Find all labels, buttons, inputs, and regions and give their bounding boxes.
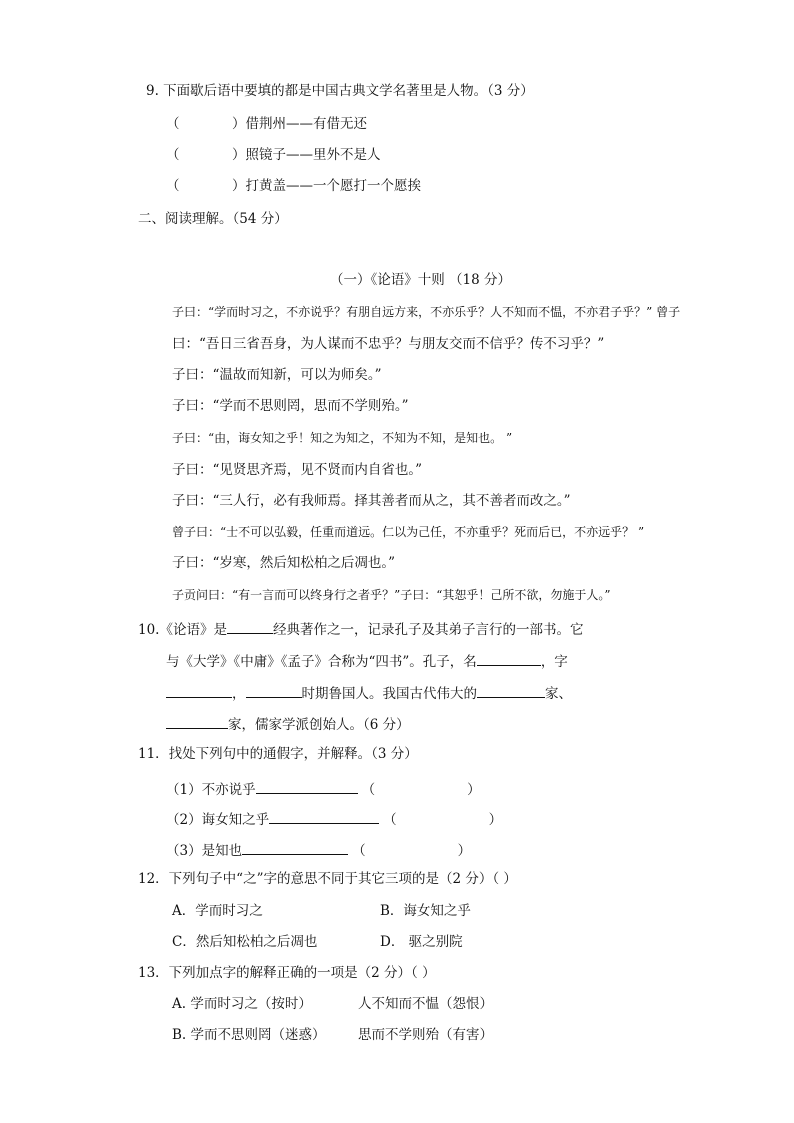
q10-blank-name[interactable] xyxy=(477,651,541,666)
q11-item-1: （1）不亦说乎 （ ） xyxy=(166,779,481,798)
q12-stem: 12．下列句子中“之”字的意思不同于其它三项的是（2 分）（ ） xyxy=(138,871,517,887)
section-heading: 二、阅读理解。（54 分） xyxy=(138,211,288,227)
q10-blank-role-2[interactable] xyxy=(166,714,228,729)
passage-line: 子曰：“由，诲女知之乎！知之为知之，不知为不知，是知也。 ” xyxy=(172,431,513,445)
passage-line: 子曰：“三人行，必有我师焉。择其善者而从之，其不善者而改之。” xyxy=(172,493,571,509)
q9-item-2-text: ）照镜子——里外不是人 xyxy=(232,147,381,163)
passage-line: 子曰：“见贤思齐焉，见不贤而内自省也。” xyxy=(172,462,423,478)
q9-stem: 9. 下面歇后语中要填的都是中国古典文学名著里是人物。（3 分） xyxy=(146,83,534,99)
q10-line-3: ， 时期鲁国人。我国古代伟大的 家、 xyxy=(166,683,572,702)
q9-item-1-text: ）借荆州——有借无还 xyxy=(232,116,367,132)
q10-line-4: 家，儒家学派创始人。（6 分） xyxy=(166,714,410,733)
passage-line: 子贡问曰：“有一言而可以终身行之者乎？”子曰：“其恕乎！己所不欲，勿施于人。” xyxy=(172,588,611,602)
q11-blank-2[interactable] xyxy=(269,809,379,824)
q13-option-b-part-2: 思而不学则殆（有害） xyxy=(358,1027,493,1043)
q12-option-b[interactable]: B．诲女知之乎 xyxy=(380,903,471,919)
q10-blank-role-1[interactable] xyxy=(477,683,545,698)
passage-line: 曰：“吾日三省吾身，为人谋而不忠乎？与朋友交而不信乎？传不习乎？” xyxy=(172,336,605,352)
q9-item-1-open: （ xyxy=(166,116,180,132)
q10-blank-courtesy-name[interactable] xyxy=(166,683,232,698)
q10-line-2: 与《大学》《中庸》《孟子》合称为“四书”。孔子，名 ，字 xyxy=(166,651,568,670)
q9-item-3-text: ）打黄盖——一个愿打一个愿挨 xyxy=(232,178,421,194)
q9-item-2-open: （ xyxy=(166,147,180,163)
q12-option-d[interactable]: D． 驱之别院 xyxy=(380,934,463,950)
q13-stem: 13．下列加点字的解释正确的一项是（2 分）（ ） xyxy=(138,965,436,981)
q11-blank-3[interactable] xyxy=(242,840,348,855)
q11-stem: 11．找处下列句中的通假字，并解释。（3 分） xyxy=(138,746,418,762)
q10-line-1: 10.《论语》是 经典著作之一，记录孔子及其弟子言行的一部书。它 xyxy=(138,619,583,638)
q13-option-a-part-2: 人不知而不愠（怨恨） xyxy=(358,996,493,1012)
q13-option-a-part-1[interactable]: A. 学而时习之（按时） xyxy=(172,996,312,1012)
q9-item-3-open: （ xyxy=(166,178,180,194)
passage-line: 子曰：“学而时习之，不亦说乎？有朋自远方来，不亦乐乎？人不知而不愠，不亦君子乎？” 曾子 xyxy=(172,305,681,319)
q10-blank-work-type[interactable] xyxy=(227,619,273,634)
passage-line: 子曰：“岁寒，然后知松柏之后凋也。” xyxy=(172,555,396,571)
passage-line: 子曰：“学而不思则罔，思而不学则殆。” xyxy=(172,398,409,414)
q11-blank-1[interactable] xyxy=(256,779,358,794)
passage-title: （一）《论语》十则 （18 分） xyxy=(330,272,512,288)
passage-line: 子曰：“温故而知新，可以为师矣。” xyxy=(172,367,382,383)
q13-option-b-part-1[interactable]: B. 学而不思则罔（迷惑） xyxy=(172,1027,326,1043)
q10-blank-era[interactable] xyxy=(246,683,302,698)
q11-item-3: （3）是知也 （ ） xyxy=(166,840,471,859)
q11-item-2: （2）诲女知之乎 （ ） xyxy=(166,809,502,828)
passage-line: 曾子曰：“士不可以弘毅，任重而道远。仁以为己任，不亦重乎？死而后已，不亦远乎？ ” xyxy=(172,525,645,539)
q12-option-a[interactable]: A．学而时习之 xyxy=(172,903,263,919)
q12-option-c[interactable]: C．然后知松柏之后凋也 xyxy=(172,934,318,950)
